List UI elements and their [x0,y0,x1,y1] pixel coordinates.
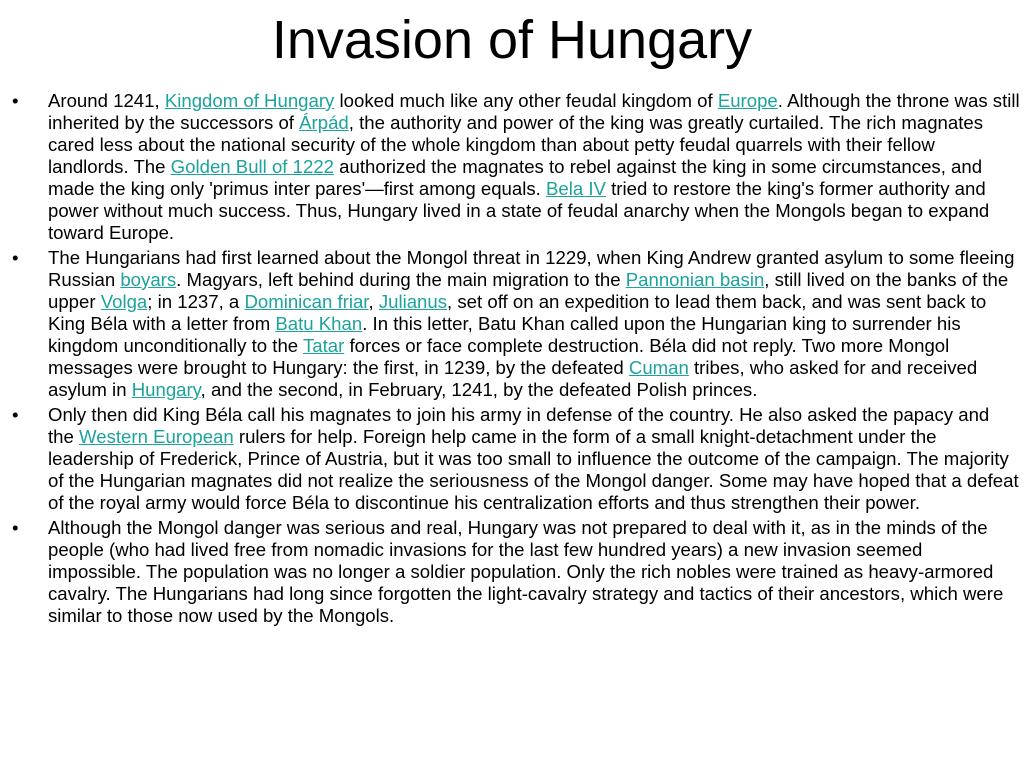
paragraph-text: Only then did King Béla call his magnates to join his army in defense of the country. He also asked the papacy and the [48,404,990,447]
paragraph-text: . Although the throne was still inherited by the successors of [48,90,1020,133]
bullet-marker: • [12,90,19,111]
bullet-item [12,404,1020,514]
bullet-list [12,90,1020,630]
paragraph-text: , still lived on the banks of the upper [48,269,1009,312]
paragraph-text: , the authority and power of the king was greatly curtailed. The rich magnates cared less about the national security of the whole kingdom than about petty feudal quarrels with their fellow landlords. The [48,112,984,177]
bullet-marker: • [12,517,19,538]
paragraph-text: tribes, who asked for and received asylum in [48,357,978,400]
paragraph-text: Around 1241, [48,90,165,111]
paragraph-text: , [368,291,379,312]
slide-title: Invasion of Hungary [271,10,753,70]
hyperlink[interactable]: Dominican friar [244,291,369,312]
bullet-marker: • [12,404,19,425]
hyperlink[interactable]: Batu Khan [275,313,363,334]
paragraph-text: forces or face complete destruction. Béla did not reply. Two more Mongol messages were brought to Hungary: the first, in 1239, by the defeated [48,335,950,378]
bullet-marker: • [12,247,19,268]
paragraph-text: rulers for help. Foreign help came in the form of a small knight-detachment under the leadership of Frederick, Prince of Austria, but it was too small to influence the outcome of the campaign. The majority of the Hungarian magnates did not realize the seriousness of the Mongol danger. Some may have hoped that a defeat of the royal army would force Béla to discontinue his centralization efforts and thus strengthen their power. [48,426,1019,513]
paragraph-text: The Hungarians had first learned about the Mongol threat in 1229, when King Andrew granted asylum to some fleeing Russian [48,247,1015,290]
hyperlink[interactable]: Western European [79,426,234,447]
paragraph-text: . In this letter, Batu Khan called upon the Hungarian king to surrender his kingdom unconditionally to the [48,313,961,356]
hyperlink[interactable]: Árpád [299,112,349,133]
hyperlink[interactable]: Hungary [131,379,201,400]
hyperlink[interactable]: Pannonian basin [625,269,765,290]
paragraph-text: . Magyars, left behind during the main migration to the [176,269,626,290]
paragraph-text: Although the Mongol danger was serious and real, Hungary was not prepared to deal with it, as in the minds of the people (who had lived free from nomadic invasions for the last few hundred years) a new invasion seemed impossible. The population was no longer a soldier population. Only the rich nobles were trained as heavy-armored cavalry. The Hungarians had long since forgotten the light-cavalry strategy and tactics of their ancestors, which were similar to those now used by the Mongols. [48,517,1004,626]
bullet-item [12,247,1020,401]
hyperlink[interactable]: Julianus [378,291,448,312]
bullet-item [12,517,1020,627]
paragraph-text: tried to restore the king's former authority and power without much success. Thus, Hungary lived in a state of feudal anarchy when the Mongols began to expand toward Europe. [48,178,990,243]
hyperlink[interactable]: boyars [120,269,177,290]
paragraph-text: ; in 1237, a [147,291,245,312]
hyperlink[interactable]: Cuman [628,357,689,378]
bullet-item [12,90,1020,244]
paragraph-text: authorized the magnates to rebel against the king in some circumstances, and made the king only 'primus inter pares'—first among equals. [48,156,983,199]
paragraph-text: , set off on an expedition to lead them back, and was sent back to King Béla with a letter from [48,291,987,334]
hyperlink[interactable]: Tatar [302,335,345,356]
hyperlink[interactable]: Europe [717,90,778,111]
hyperlink[interactable]: Bela IV [546,178,606,199]
hyperlink[interactable]: Volga [100,291,148,312]
paragraph-text: looked much like any other feudal kingdom of [334,90,718,111]
hyperlink[interactable]: Golden Bull of 1222 [170,156,335,177]
hyperlink[interactable]: Kingdom of Hungary [164,90,335,111]
paragraph-text: , and the second, in February, 1241, by the defeated Polish princes. [200,379,758,400]
